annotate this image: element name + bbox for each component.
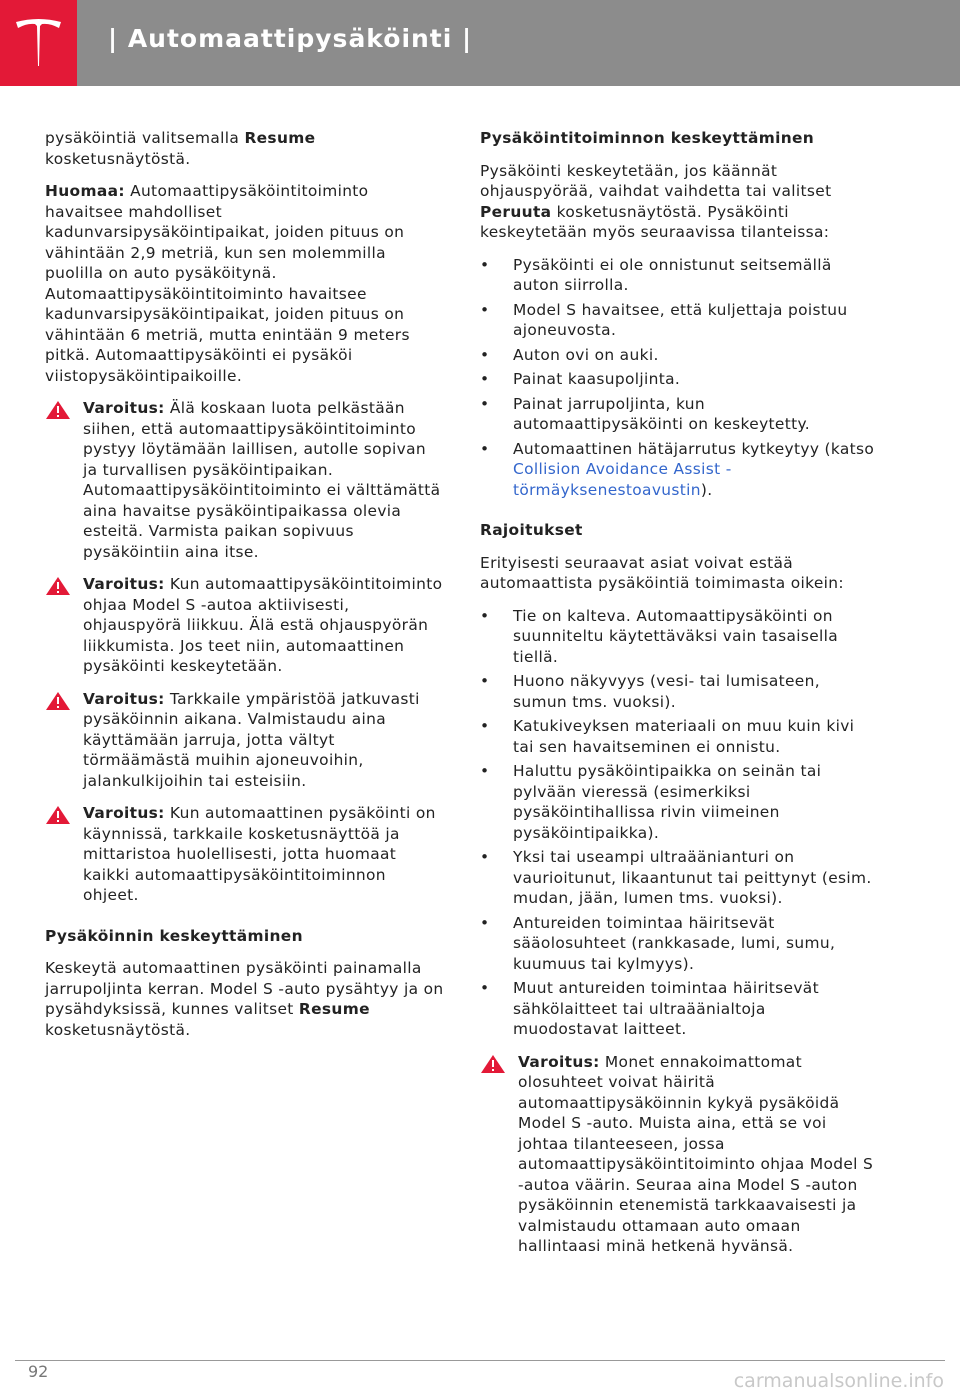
left-column (45, 128, 445, 1052)
limits-heading: Rajoitukset (480, 521, 583, 539)
list-item: • Pysäköinti ei ole onnistunut seitsemällä auton siirrolla. (480, 255, 832, 294)
list-item: • Automaattinen hätäjarrutus kytkeytyy (katso Collision Avoidance Assist - törmäyksenestoavustin). (480, 439, 875, 499)
list-item: • Model S havaitsee, että kuljettaja poistuu ajoneuvosta. (480, 300, 848, 339)
warning-block: Varoitus: Älä koskaan luota pelkästään siihen, että automaattipysäköintitoiminto pystyy löytämään laillisen, autolle sopivan ja turvallisen pysäköintipaikan. Automaattipysäköintitoiminto ei välttämättä aina havaitse pysäköintipaikassa olevia esteitä. Varmista paikan sopivuus pysäköintiin aina itse. (45, 398, 445, 562)
list-item: • Antureiden toimintaa häiritsevät sääolosuhteet (rankkasade, lumi, sumu, kuumuus tai kylmyys). (480, 913, 836, 973)
limits-paragraph: Erityisesti seuraavat asiat voivat estää automaattista pysäköintiä toimimasta oikein: (480, 553, 844, 592)
list-item: • Auton ovi on auki. (480, 345, 659, 364)
list-item: • Painat kaasupoljinta. (480, 370, 681, 388)
right-column (480, 128, 875, 1269)
stop-list (480, 255, 875, 501)
page-number: 92 (28, 1362, 49, 1381)
collision-avoidance-link[interactable]: Collision Avoidance Assist - törmäyksenestoavustin (513, 460, 732, 499)
stop-paragraph: Pysäköinti keskeytetään, jos käännät ohjauspyörää, vaihdat vaihdetta tai valitset Peruuta kosketusnäytöstä. Pysäköinti keskeytetään myös seuraavissa tilanteissa: (480, 161, 832, 241)
list-item: • Huono näkyvyys (vesi- tai lumisateen, sumun tms. vuoksi). (480, 672, 820, 711)
note-paragraph: Huomaa: Automaattipysäköintitoiminto havaitsee mahdolliset kadunvarsipysäköintipaikat, joiden pituus on vähintään 2,9 metriä, kun sen molemmilla puolilla on auto pysäköitynä. Automaattipysäköintitoiminto havaitsee kadunvarsipysäköintipaikat, joiden pituus on vähintään 6 metriä, mutta enintään 9 meters pitkä. Automaattipysäköinti ei pysäköi viistopysäköintipaikoille. (45, 182, 410, 385)
page-title: | Automaattipysäköinti | (108, 24, 473, 53)
list-item: • Yksi tai useampi ultraäänianturi on vaurioitunut, likaantunut tai peittynyt (esim. mudan, jään, lumen tms. vuoksi). (480, 848, 872, 907)
warning-icon (45, 691, 71, 711)
cancel-heading: Pysäköinnin keskeyttäminen (45, 926, 303, 945)
list-item: • Katukiveyksen materiaali on muu kuin kivi tai sen havaitseminen ei onnistu. (480, 717, 855, 756)
tesla-logo-icon (14, 18, 63, 68)
warning-block: Varoitus: Monet ennakoimattomat olosuhteet voivat häiritä automaattipysäköinnin kykyä pysäköidä Model S -auto. Muista aina, että se voi johtaa tilanteeseen, jossa automaattipysäköintitoiminto ohjaa Model S -autoa väärin. Seuraa aina Model S -auton pysäköinnin etenemistä tarkkaavaisesti ja valmistaudu ottamaan auto omaan hallintaasi minä hetkenä hyvänsä. (480, 1052, 875, 1257)
warning-icon (45, 576, 71, 596)
list-item: • Muut antureiden toimintaa häiritsevät sähkölaitteet tai ultraäänialtoja muodostavat laitteet. (480, 979, 819, 1038)
resume-paragraph: pysäköintiä valitsemalla Resume kosketusnäytöstä. (45, 129, 316, 168)
list-item: • Painat jarrupoljinta, kun automaattipysäköinti on keskeytetty. (480, 394, 811, 433)
warning-icon (45, 400, 71, 420)
warning-block: Varoitus: Kun automaattinen pysäköinti on käynnissä, tarkkaile kosketusnäyttöä ja mittaristoa huolellisesti, jotta huomaat kaikki automaattipysäköintitoiminnon ohjeet. (45, 803, 445, 906)
footer-divider (15, 1360, 945, 1361)
watermark: carmanualsonline.info (733, 1370, 944, 1392)
warning-block: Varoitus: Tarkkaile ympäristöä jatkuvasti pysäköinnin aikana. Valmistaudu aina käyttämään jarruja, jotta vältyt törmäämästä muihin ajoneuvoihin, jalankulkijoihin tai esteisiin. (45, 689, 445, 792)
tesla-logo (0, 0, 77, 86)
cancel-paragraph: Keskeytä automaattinen pysäköinti painamalla jarrupoljinta kerran. Model S -auto pysähtyy ja on pysähdyksissä, kunnes valitset Resume kosketusnäytöstä. (45, 959, 444, 1039)
page-header (0, 0, 960, 86)
list-item: • Haluttu pysäköintipaikka on seinän tai pylvään vieressä (esimerkiksi pysäköintihallissa rivin viimeinen pysäköintipaikka). (480, 762, 822, 842)
warning-icon (480, 1054, 506, 1074)
warning-block: Varoitus: Kun automaattipysäköintitoiminto ohjaa Model S -autoa aktiivisesti, ohjauspyörä liikkuu. Älä estä ohjauspyörän liikkumista. Jos teet niin, automaattinen pysäköinti keskeytetään. (45, 574, 445, 677)
limits-list (480, 606, 875, 1040)
warning-icon (45, 805, 71, 825)
list-item: • Tie on kalteva. Automaattipysäköinti on suunniteltu käytettäväksi vain tasaisella tiellä. (480, 606, 839, 666)
stop-heading: Pysäköintitoiminnon keskeyttäminen (480, 129, 815, 147)
